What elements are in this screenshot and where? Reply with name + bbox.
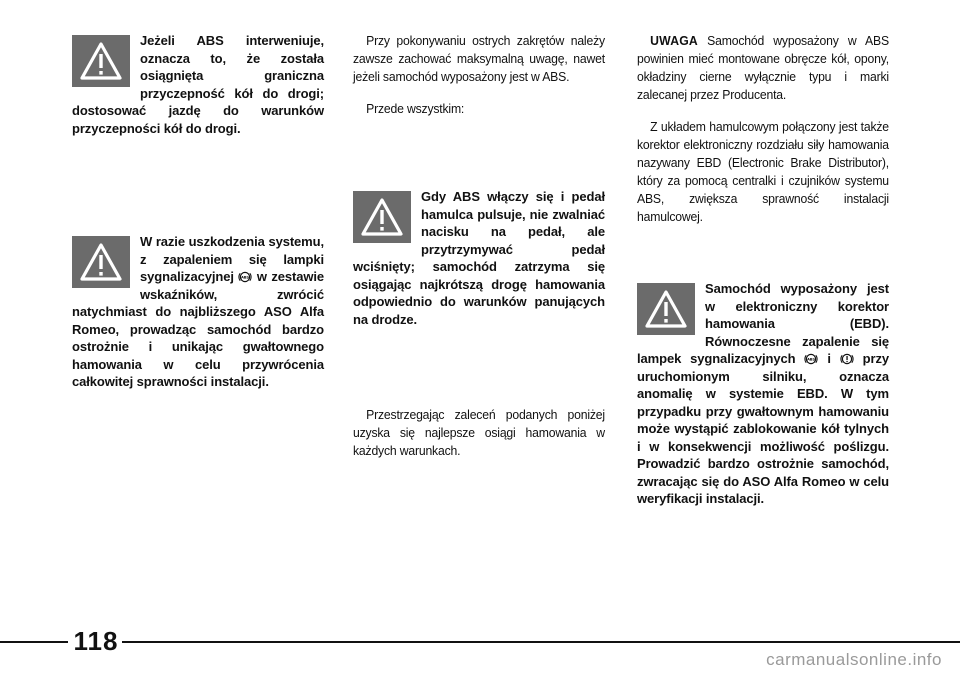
warning-system-failure-text-end: w zestawie wskaźników, zwrócić natychmiast do najbliższego ASO Alfa Romeo, prowadząc samochód bardzo ostrożnie i unikając gwałtownego hamowania w celu przywrócenia całkowitej sprawności instalacji. [72, 269, 325, 389]
svg-text:ABS: ABS [241, 275, 250, 280]
warning-ebd-text-and: i [827, 351, 831, 366]
abs-lamp-icon [804, 352, 818, 366]
column-middle [353, 32, 605, 474]
warning-triangle-icon [637, 283, 695, 335]
warning-ebd-text-end: przy uruchomionym silniku, oznacza anomalię w systemie EBD. W tym przypadku przy gwałtownym hamowaniu może wystąpić zablokowanie kół tylnych i w konsekwencji możliwość poślizgu. Prowadzić bardzo ostrożnie samochód, zwracając się do ASO Alfa Romeo w celu weryfikacji instalacji. [637, 351, 890, 506]
warning-pedal-pulse-text: Gdy ABS włączy się i pedał hamulca pulsuje, nie zwalniać nacisku na pedał, ale przytrzymywać pedał wciśnięty; samochód zatrzyma się osiągając najkrótszą drogę hamowania odpowiednio do warunków panujących na drodze. [353, 189, 605, 327]
warning-abs-intervention-text: Jeżeli ABS interweniuje, oznacza to, że została osiągnięta graniczna przyczepność kół do drogi; dostosować jazdę do warunków przyczepności kół do drogi. [72, 33, 324, 136]
paragraph-first-of-all: Przede wszystkim: [366, 101, 465, 116]
abs-lamp-icon [238, 270, 252, 284]
warning-system-failure-text-start: W razie uszkodzenia systemu, z zapaleniem się lampki sygnalizacyjnej [140, 234, 324, 284]
warning-ebd [637, 280, 889, 508]
footer-rule-left [0, 641, 68, 643]
warning-system-failure [72, 233, 324, 391]
paragraph-uwaga [637, 32, 889, 104]
paragraph-sharp-turns: Przy pokonywaniu ostrych zakrętów należy zawsze zachować maksymalną uwagę, nawet jeżeli samochód wyposażony jest w ABS. [353, 33, 605, 84]
warning-pedal-pulse [353, 188, 605, 328]
warning-abs-intervention [72, 32, 324, 137]
warning-triangle-icon [353, 191, 411, 243]
column-right [637, 32, 889, 508]
paragraph-best-braking: Przestrzegając zaleceń podanych poniżej uzyska się najlepsze osiągi hamowania w każdych warunkach. [353, 407, 605, 458]
warning-triangle-icon [72, 35, 130, 87]
column-left [72, 32, 324, 391]
brake-warning-lamp-icon [840, 352, 854, 366]
warning-ebd-text-start: Samochód wyposażony jest w elektroniczny korektor hamowania (EBD). Równoczesne zapalenie się lampek sygnalizacyjnych [637, 281, 889, 366]
warning-triangle-icon [72, 236, 130, 288]
watermark: carmanualsonline.info [766, 650, 942, 669]
uwaga-text: Samochód wyposażony w ABS powinien mieć montowane obręcze kół, opony, okładziny cierne wyłącznie typu i marki zalecanej przez Producenta. [637, 33, 889, 102]
page-number: 118 [73, 626, 119, 656]
paragraph-ebd: Z układem hamulcowym połączony jest także korektor elektroniczny rozdziału siły hamowania nazywany EBD (Electronic Brake Distributor), który za pomocą centralki i czujników systemu ABS, zwiększa sprawność instalacji hamulcowej. [637, 119, 889, 224]
svg-text:ABS: ABS [807, 357, 816, 362]
uwaga-label: UWAGA [650, 33, 698, 48]
footer-rule-right [122, 641, 960, 643]
